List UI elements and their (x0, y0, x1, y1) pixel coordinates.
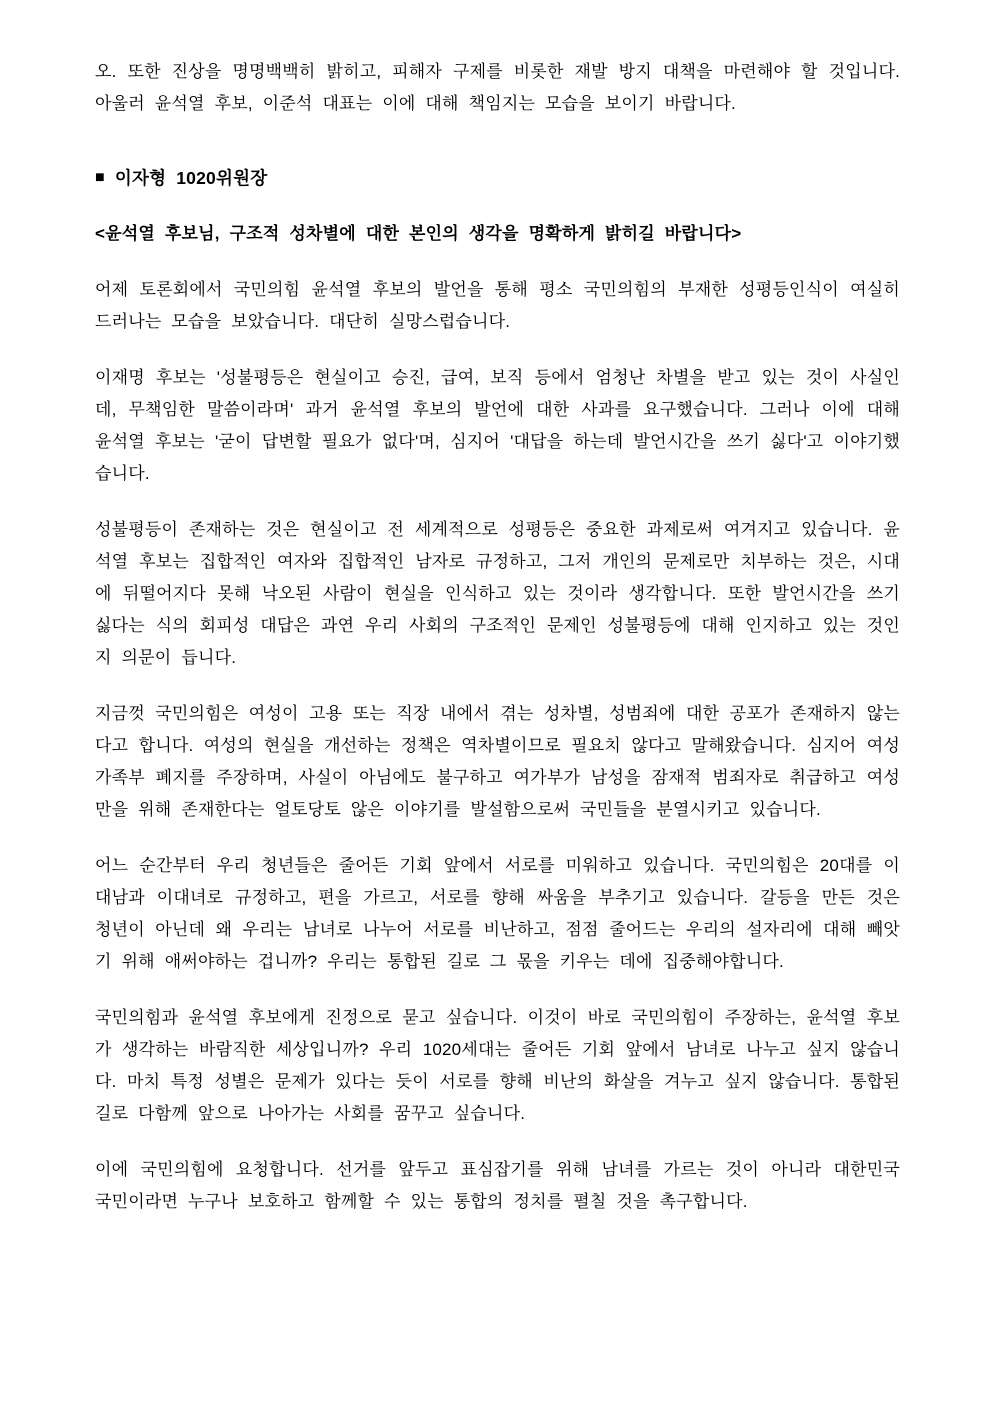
body-paragraph-6: 국민의힘과 윤석열 후보에게 진정으로 묻고 싶습니다. 이것이 바로 국민의힘이 주장하는, 윤석열 후보가 생각하는 바람직한 세상입니까? 우리 1020세대는 줄어든 기회 앞에서 남녀로 나누고 싶지 않습니다. 마치 특정 성별은 문제가 있다는 듯이 서로를 향해 비난의 화살을 겨누고 싶지 않습니다. 통합된 길로 다함께 앞으로 나아가는 사회를 꿈꾸고 싶습니다. (95, 1008, 900, 1123)
statement-title: <윤석열 후보님, 구조적 성차별에 대한 본인의 생각을 명확하게 밝히길 바랍니다> (95, 224, 742, 243)
section-heading (95, 162, 900, 194)
body-paragraph-1: 어제 토론회에서 국민의힘 윤석열 후보의 발언을 통해 평소 국민의힘의 부재한 성평등인식이 여실히 드러나는 모습을 보았습니다. 대단히 실망스럽습니다. (95, 280, 900, 331)
body-paragraph-2: 이재명 후보는 '성불평등은 현실이고 승진, 급여, 보직 등에서 엄청난 차별을 받고 있는 것이 사실인데, 무책임한 말씀이라며' 과거 윤석열 후보의 발언에 대한 사과를 요구했습니다. 그러나 이에 대해 윤석열 후보는 '굳이 답변할 필요가 없다'며, 심지어 '대답을 하는데 발언시간을 쓰기 싫다'고 이야기했습니다. (95, 368, 900, 483)
body-paragraph-7: 이에 국민의힘에 요청합니다. 선거를 앞두고 표심잡기를 위해 남녀를 가르는 것이 아니라 대한민국 국민이라면 누구나 보호하고 함께할 수 있는 통합의 정치를 펼칠 것을 촉구합니다. (95, 1160, 900, 1211)
section-heading-text: 이자형 1020위원장 (114, 168, 268, 188)
body-paragraph-4: 지금껏 국민의힘은 여성이 고용 또는 직장 내에서 겪는 성차별, 성범죄에 대한 공포가 존재하지 않는다고 합니다. 여성의 현실을 개선하는 정책은 역차별이므로 필요치 않다고 말해왔습니다. 심지어 여성가족부 폐지를 주장하며, 사실이 아님에도 불구하고 여가부가 남성을 잠재적 범죄자로 취급하고 여성만을 위해 존재한다는 얼토당토 않은 이야기를 발설함으로써 국민들을 분열시키고 있습니다. (95, 704, 900, 819)
body-paragraph-5: 어느 순간부터 우리 청년들은 줄어든 기회 앞에서 서로를 미워하고 있습니다. 국민의힘은 20대를 이대남과 이대녀로 규정하고, 편을 가르고, 서로를 향해 싸움을 부추기고 있습니다. 갈등을 만든 것은 청년이 아닌데 왜 우리는 남녀로 나누어 서로를 비난하고, 점점 줄어드는 우리의 설자리에 대해 빼앗기 위해 애써야하는 겁니까? 우리는 통합된 길로 그 몫을 키우는 데에 집중해야합니다. (95, 856, 900, 971)
body-paragraph-3: 성불평등이 존재하는 것은 현실이고 전 세계적으로 성평등은 중요한 과제로써 여겨지고 있습니다. 윤석열 후보는 집합적인 여자와 집합적인 남자로 규정하고, 그저 개인의 문제로만 치부하는 것은, 시대에 뒤떨어지다 못해 낙오된 사람이 현실을 인식하고 있는 것이라 생각합니다. 또한 발언시간을 쓰기 싫다는 식의 회피성 대답은 과연 우리 사회의 구조적인 문제인 성불평등에 대해 인지하고 있는 것인지 의문이 듭니다. (95, 520, 900, 667)
intro-paragraph: 오. 또한 진상을 명명백백히 밝히고, 피해자 구제를 비롯한 재발 방지 대책을 마련해야 할 것입니다. 아울러 윤석열 후보, 이준석 대표는 이에 대해 책임지는 모습을 보이기 바랍니다. (95, 62, 900, 113)
square-bullet-icon: ■ (95, 169, 105, 186)
